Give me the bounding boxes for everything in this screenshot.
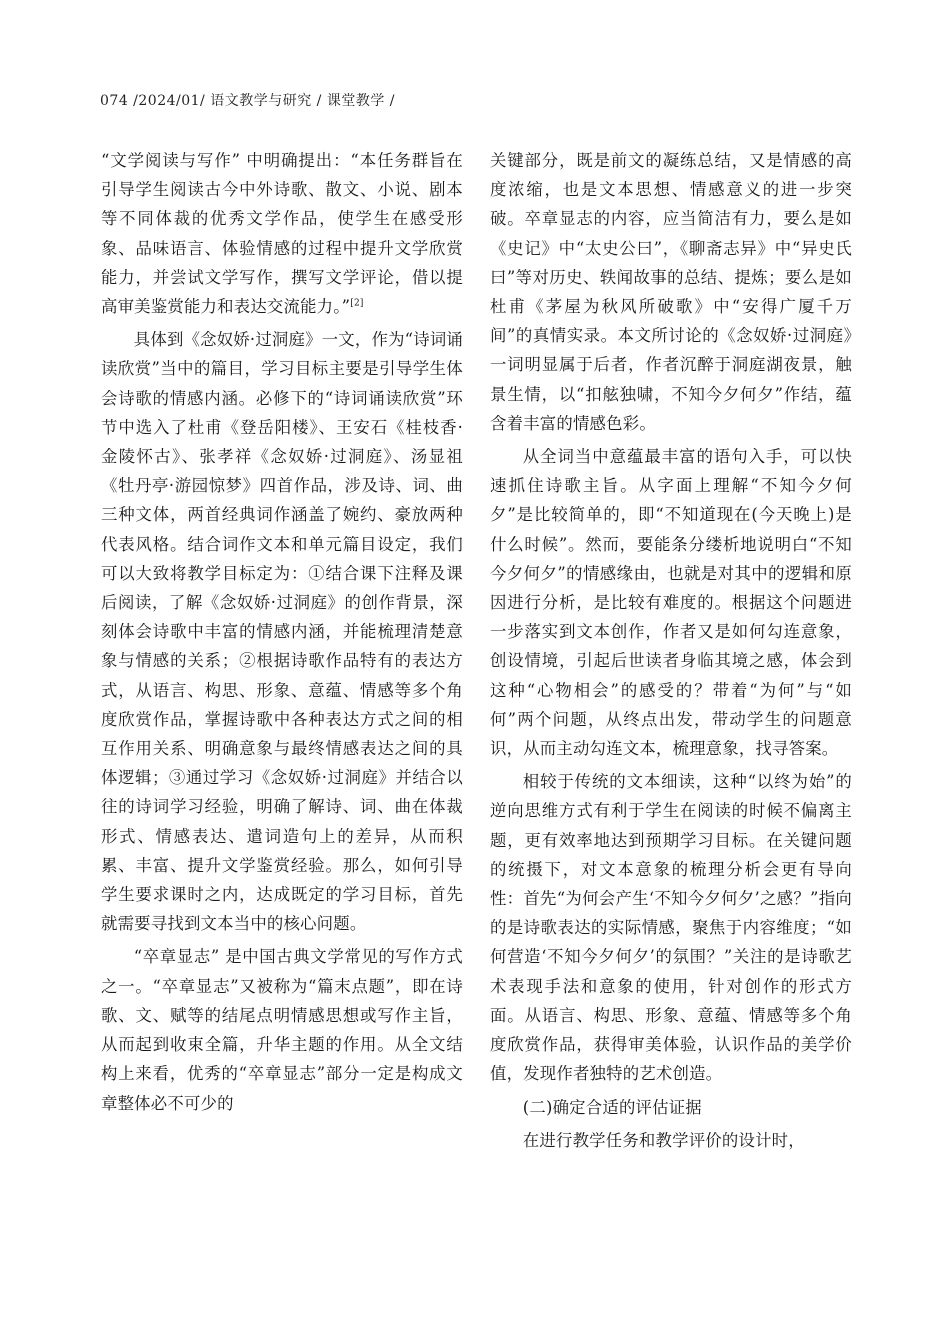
section-heading: (二)确定合适的评估证据 — [522, 1097, 702, 1117]
paragraph: 具体到《念奴娇·过洞庭》一文，作为“诗词诵读欣赏”当中的篇目，学习目标主要是引导学生体会诗歌的情感内涵。必修下的“诗词诵读欣赏”环节中选入了杜甫《登岳阳楼》、王安石《桂枝香·金陵怀古》、张孝祥《念奴娇·过洞庭》、汤显祖《牡丹亭·游园惊梦》四首作品，涉及诗、词、曲三种文体，两首经典词作涵盖了婉约、豪放两种代表风格。结合词作文本和单元篇目设定，我们可以大致将教学目标定为：①结合课下注释及课后阅读，了解《念奴娇·过洞庭》的创作背景，深刻体会诗歌中丰富的情感内涵，并能梳理清楚意象与情感的关系；②根据诗歌作品特有的表达方式，从语言、构思、形象、意蕴、情感等多个角度欣赏作品，掌握诗歌中各种表达方式之间的相互作用关系、明确意象与最终情感表达之间的具体逻辑；③通过学习《念奴娇·过洞庭》并结合以往的诗词学习经验，明确了解诗、词、曲在体裁形式、情感表达、遣词造句上的差异，从而积累、丰富、提升文学鉴赏经验。那么，如何引导学生要求课时之内，达成既定的学习目标，首先就需要寻找到文本当中的核心问题。 — [101, 330, 464, 934]
paragraph: “卒章显志” 是中国古典文学常见的写作方式之一。“卒章显志”又被称为“篇末点题”，即在诗歌、文、赋等的结尾点明情感思想或写作主旨，从而起到收束全篇，升华主题的作用。从全文结构上来看，优秀的“卒章显志”部分一定是构成文章整体必不可少的 — [101, 947, 463, 1113]
paragraph: 相较于传统的文本细读，这种“以终为始”的逆向思维方式有利于学生在阅读的时候不偏离主题，更有效率地达到预期学习目标。在关键问题的统摄下，对文本意象的梳理分析会更有导向性：首先“为何会产生‘不知今夕何夕’之感？”指向的是诗歌表达的实际情感，聚焦于内容维度；“如何营造‘不知今夕何夕’的氛围？”关注的是诗歌艺术表现手法和意象的使用，针对创作的形式方面。从语言、构思、形象、意蕴、情感等多个角度欣赏作品，获得审美体验，认识作品的美学价值，发现作者独特的艺术创造。 — [490, 772, 852, 1084]
right-column — [490, 146, 852, 1159]
citation-ref: [2] — [350, 298, 364, 309]
paragraph-text: “文学阅读与写作” 中明确提出：“本任务群旨在引导学生阅读古今中外诗歌、散文、小说、剧本等不同体裁的优秀文学作品，使学生在感受形象、品味语言、体验情感的过程中提升文学欣赏能力，并尝试文学写作，撰写文学评论，借以提高审美鉴赏能力和表达交流能力。” — [101, 151, 463, 317]
paragraph: 从全词当中意蕴最丰富的语句入手，可以快速抓住诗歌主旨。从字面上理解“不知今夕何夕”是比较简单的，即“不知道现在(今天晚上)是什么时候”。然而，要能条分缕析地说明白“不知今夕何夕”的情感缘由，也就是对其中的逻辑和原因进行分析，是比较有难度的。根据这个问题进一步落实到文本创作，作者又是如何勾连意象，创设情境，引起后世读者身临其境之感，体会到这种“心物相会”的感受的？带着“为何”与“如何”两个问题，从终点出发，带动学生的问题意识，从而主动勾连文本，梳理意象，找寻答案。 — [490, 447, 852, 759]
paragraph — [101, 146, 463, 321]
running-head: 074 /2024/01/ 语文教学与研究 / 课堂教学 / — [100, 93, 395, 109]
paragraph: 关键部分，既是前文的凝练总结，又是情感的高度浓缩，也是文本思想、情感意义的进一步突破。卒章显志的内容，应当简洁有力，要么是如《史记》中“太史公曰”，《聊斋志异》中“异史氏曰”等对历史、轶闻故事的总结、提炼；要么是如杜甫《茅屋为秋风所破歌》中“安得广厦千万间”的真情实录。本文所讨论的《念奴娇·过洞庭》一词明显属于后者，作者沉醉于洞庭湖夜景，触景生情，以“扣舷独啸，不知今夕何夕”作结，蕴含着丰富的情感色彩。 — [490, 151, 852, 433]
paragraph: 在进行教学任务和教学评价的设计时， — [522, 1130, 805, 1150]
left-column — [101, 146, 463, 1122]
